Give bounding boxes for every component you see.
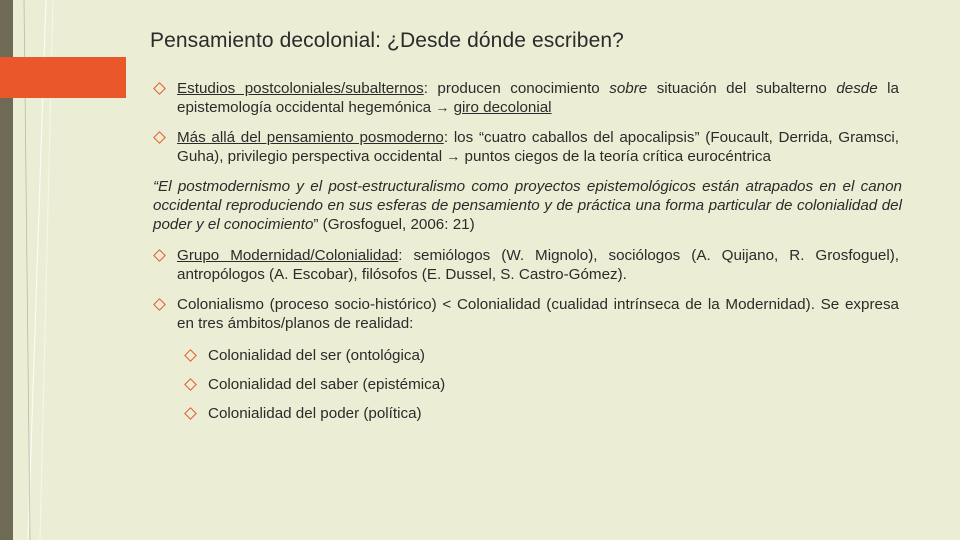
sub-bullet-poder: Colonialidad del poder (política): [150, 404, 899, 423]
bullet-colonialismo: Colonialismo (proceso socio-histórico) < Colonialidad (cualidad intrínseca de la Modernidad). Se expresa en tres ámbitos/planos de realidad:: [150, 295, 899, 333]
diamond-bullet-icon: [153, 82, 166, 95]
bullet-estudios-postcoloniales: Estudios postcoloniales/subalternos: producen conocimiento sobre situación del subalterno desde la epistemología occidental hegemónica → giro decolonial: [150, 79, 899, 117]
diamond-bullet-icon: [184, 407, 197, 420]
diamond-bullet-icon: [184, 349, 197, 362]
sub-bullet-ser: Colonialidad del ser (ontológica): [150, 346, 899, 365]
diamond-bullet-icon: [184, 378, 197, 391]
bullet-mas-alla-posmoderno: Más allá del pensamiento posmoderno: los “cuatro caballos del apocalipsis” (Foucault, Derrida, Gramsci, Guha), privilegio perspectiva occidental → puntos ciegos de la teoría crítica eurocéntrica: [150, 128, 899, 166]
sub-bullet-saber: Colonialidad del saber (epistémica): [150, 375, 899, 394]
arrow-icon: →: [446, 148, 461, 164]
diamond-bullet-icon: [153, 298, 166, 311]
diamond-bullet-icon: [153, 249, 166, 262]
diamond-bullet-icon: [153, 131, 166, 144]
slide-content: [150, 79, 902, 433]
accent-bar: [0, 57, 126, 98]
slide-title: Pensamiento decolonial: ¿Desde dónde escriben?: [150, 29, 624, 52]
arrow-icon: →: [435, 99, 450, 115]
giro-decolonial-link[interactable]: giro decolonial: [453, 99, 552, 116]
bullet-grupo-modernidad: Grupo Modernidad/Colonialidad: semiólogos (W. Mignolo), sociólogos (A. Quijano, R. Grosfoguel), antropólogos (A. Escobar), filósofos (E. Dussel, S. Castro-Gómez).: [150, 246, 899, 284]
grosfoguel-quote: “El postmodernismo y el post-estructuralismo como proyectos epistemológicos están atrapados en el canon occidental reproduciendo en sus esferas de pensamiento y de práctica una forma particular de colonialidad del poder y el conocimiento” (Grosfoguel, 2006: 21): [153, 178, 902, 233]
